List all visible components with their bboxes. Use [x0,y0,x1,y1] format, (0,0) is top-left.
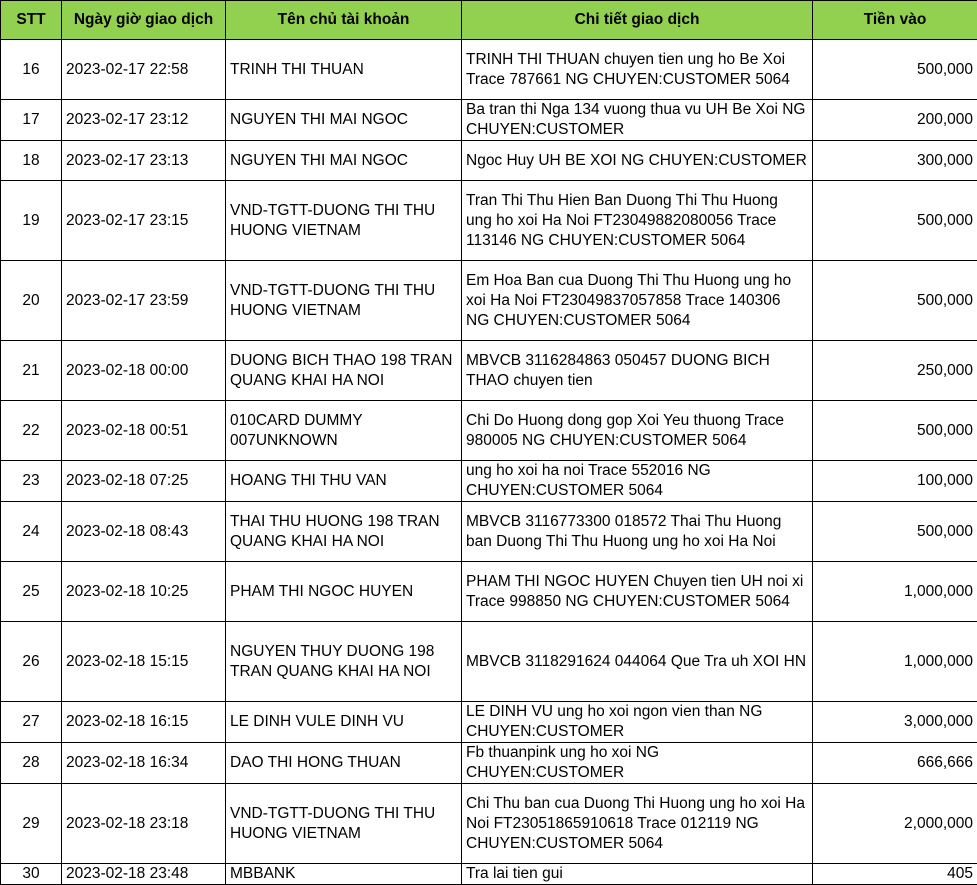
cell-amount: 1,000,000 [813,622,977,702]
cell-date: 2023-02-17 23:59 [62,261,226,341]
cell-detail: Tra lai tien gui [462,864,813,885]
table-row [1,864,977,885]
table-row [1,141,977,181]
cell-owner: DUONG BICH THAO 198 TRAN QUANG KHAI HA NOI [226,341,462,401]
cell-detail: Tran Thi Thu Hien Ban Duong Thi Thu Huong ung ho xoi Ha Noi FT23049882080056 Trace 113146 NG CHUYEN:CUSTOMER 5064 [462,181,813,261]
table-row [1,502,977,562]
table-row [1,181,977,261]
cell-stt: 26 [1,622,62,702]
cell-amount: 500,000 [813,401,977,461]
header-stt: STT [1,1,62,40]
cell-stt: 20 [1,261,62,341]
cell-stt: 18 [1,141,62,181]
cell-date: 2023-02-17 23:13 [62,141,226,181]
cell-detail: MBVCB 3116773300 018572 Thai Thu Huong ban Duong Thi Thu Huong ung ho xoi Ha Noi [462,502,813,562]
cell-detail: ung ho xoi ha noi Trace 552016 NG CHUYEN:CUSTOMER 5064 [462,461,813,502]
cell-date: 2023-02-18 15:15 [62,622,226,702]
cell-date: 2023-02-18 07:25 [62,461,226,502]
cell-detail: Chi Do Huong dong gop Xoi Yeu thuong Trace 980005 NG CHUYEN:CUSTOMER 5064 [462,401,813,461]
cell-amount: 200,000 [813,100,977,141]
cell-stt: 19 [1,181,62,261]
cell-owner: THAI THU HUONG 198 TRAN QUANG KHAI HA NOI [226,502,462,562]
table-row [1,341,977,401]
cell-amount: 500,000 [813,502,977,562]
cell-date: 2023-02-18 00:51 [62,401,226,461]
table-row [1,784,977,864]
cell-stt: 23 [1,461,62,502]
cell-amount: 500,000 [813,181,977,261]
cell-owner: TRINH THI THUAN [226,40,462,100]
cell-owner: VND-TGTT-DUONG THI THU HUONG VIETNAM [226,181,462,261]
cell-stt: 21 [1,341,62,401]
table-row [1,261,977,341]
cell-stt: 25 [1,562,62,622]
table-row [1,461,977,502]
table-row [1,100,977,141]
table-row [1,40,977,100]
cell-owner: NGUYEN THUY DUONG 198 TRAN QUANG KHAI HA NOI [226,622,462,702]
table-row [1,743,977,784]
table-row [1,401,977,461]
cell-detail: Chi Thu ban cua Duong Thi Huong ung ho xoi Ha Noi FT23051865910618 Trace 012119 NG CHUYEN:CUSTOMER 5064 [462,784,813,864]
cell-detail: PHAM THI NGOC HUYEN Chuyen tien UH noi xi Trace 998850 NG CHUYEN:CUSTOMER 5064 [462,562,813,622]
cell-owner: PHAM THI NGOC HUYEN [226,562,462,622]
cell-amount: 300,000 [813,141,977,181]
cell-stt: 30 [1,864,62,885]
cell-detail: MBVCB 3118291624 044064 Que Tra uh XOI HN [462,622,813,702]
cell-date: 2023-02-18 10:25 [62,562,226,622]
cell-owner: NGUYEN THI MAI NGOC [226,100,462,141]
cell-date: 2023-02-17 23:12 [62,100,226,141]
cell-owner: LE DINH VULE DINH VU [226,702,462,743]
cell-stt: 16 [1,40,62,100]
cell-owner: VND-TGTT-DUONG THI THU HUONG VIETNAM [226,261,462,341]
cell-date: 2023-02-18 00:00 [62,341,226,401]
table-row [1,562,977,622]
cell-stt: 27 [1,702,62,743]
cell-detail: Ngoc Huy UH BE XOI NG CHUYEN:CUSTOMER [462,141,813,181]
cell-detail: LE DINH VU ung ho xoi ngon vien than NG CHUYEN:CUSTOMER [462,702,813,743]
cell-detail: MBVCB 3116284863 050457 DUONG BICH THAO chuyen tien [462,341,813,401]
cell-date: 2023-02-18 08:43 [62,502,226,562]
cell-owner: VND-TGTT-DUONG THI THU HUONG VIETNAM [226,784,462,864]
cell-date: 2023-02-18 16:34 [62,743,226,784]
cell-date: 2023-02-18 23:48 [62,864,226,885]
cell-stt: 29 [1,784,62,864]
cell-amount: 3,000,000 [813,702,977,743]
header-owner: Tên chủ tài khoản [226,1,462,40]
cell-amount: 2,000,000 [813,784,977,864]
cell-owner: HOANG THI THU VAN [226,461,462,502]
cell-amount: 1,000,000 [813,562,977,622]
cell-stt: 28 [1,743,62,784]
cell-date: 2023-02-17 23:15 [62,181,226,261]
cell-amount: 666,666 [813,743,977,784]
cell-amount: 405 [813,864,977,885]
cell-amount: 100,000 [813,461,977,502]
header-amount: Tiền vào [813,1,977,40]
cell-stt: 24 [1,502,62,562]
cell-owner: MBBANK [226,864,462,885]
cell-amount: 250,000 [813,341,977,401]
cell-date: 2023-02-18 16:15 [62,702,226,743]
table-body [1,40,977,885]
header-row [1,1,977,40]
cell-owner: DAO THI HONG THUAN [226,743,462,784]
cell-owner: NGUYEN THI MAI NGOC [226,141,462,181]
cell-detail: Ba tran thi Nga 134 vuong thua vu UH Be Xoi NG CHUYEN:CUSTOMER [462,100,813,141]
cell-date: 2023-02-18 23:18 [62,784,226,864]
cell-detail: Em Hoa Ban cua Duong Thi Thu Huong ung ho xoi Ha Noi FT23049837057858 Trace 140306 NG CHUYEN:CUSTOMER 5064 [462,261,813,341]
cell-amount: 500,000 [813,261,977,341]
table-header [1,1,977,40]
cell-owner: 010CARD DUMMY 007UNKNOWN [226,401,462,461]
header-detail: Chi tiết giao dịch [462,1,813,40]
table-row [1,702,977,743]
cell-detail: TRINH THI THUAN chuyen tien ung ho Be Xoi Trace 787661 NG CHUYEN:CUSTOMER 5064 [462,40,813,100]
cell-date: 2023-02-17 22:58 [62,40,226,100]
cell-amount: 500,000 [813,40,977,100]
cell-stt: 17 [1,100,62,141]
table-row [1,622,977,702]
header-date: Ngày giờ giao dịch [62,1,226,40]
cell-detail: Fb thuanpink ung ho xoi NG CHUYEN:CUSTOMER [462,743,813,784]
cell-stt: 22 [1,401,62,461]
